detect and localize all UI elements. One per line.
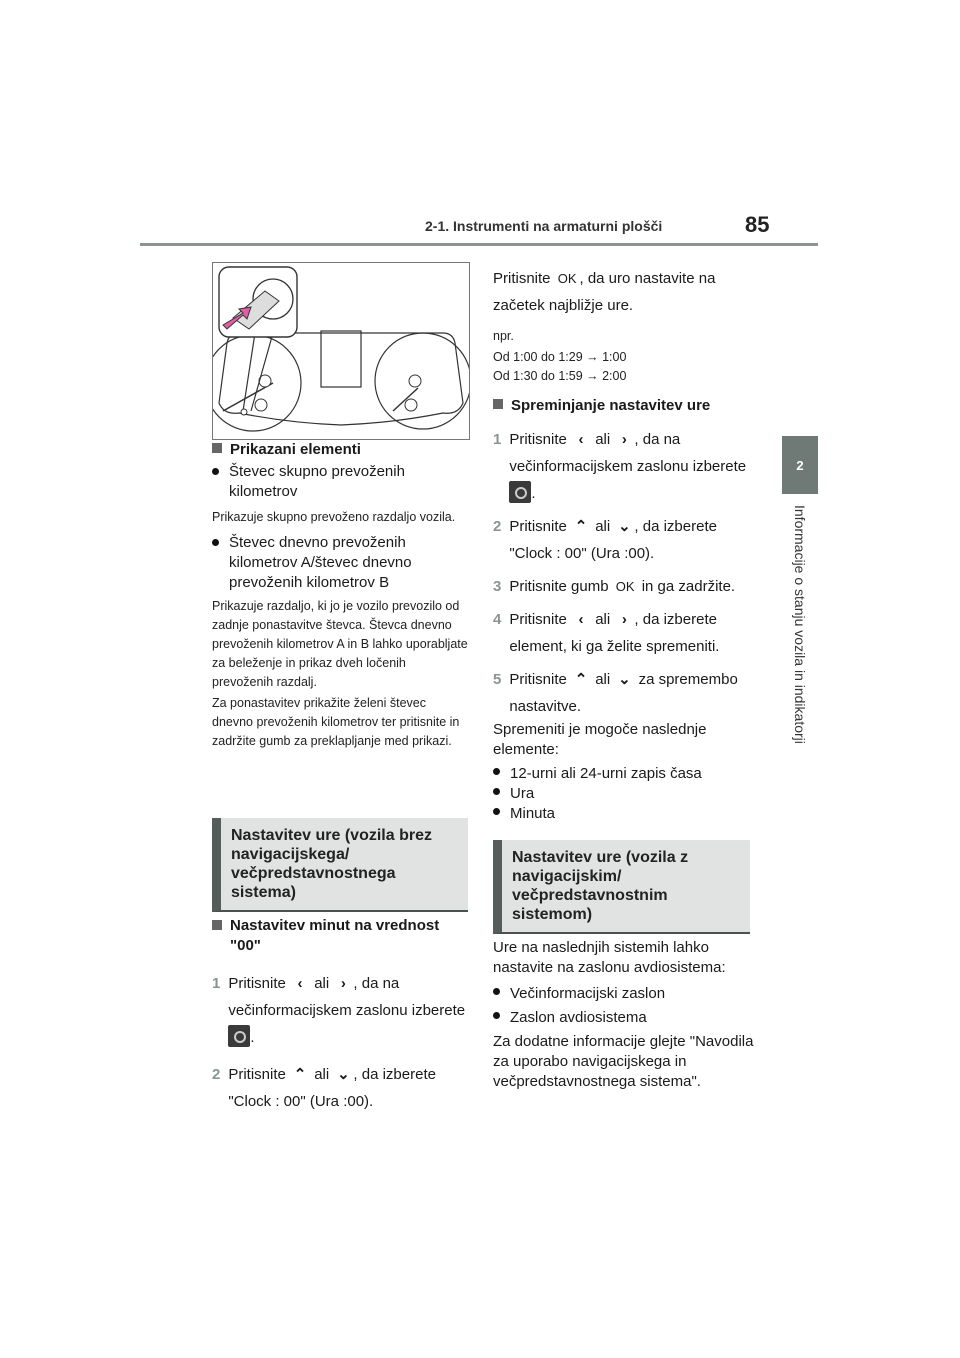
chevron-down-icon: ⌄ — [337, 1066, 350, 1083]
chevron-down-icon: ⌄ — [618, 671, 631, 688]
change-step-5: 5 Pritisnite ⌃ ali ⌄ za spremembo nastavitve. — [493, 666, 755, 720]
changeable-item: 12-urni ali 24-urni zapis časa — [493, 764, 755, 784]
trip-meter-reset-description: Za ponastavitev prikažite želeni števec dnevno prevoženih kilometrov ter pritisnite in zadržite gumb za preklapljanje med prikazi. — [212, 696, 460, 748]
chevron-right-icon: › — [340, 975, 346, 992]
page-number: 85 — [745, 212, 770, 237]
left-column — [212, 440, 470, 751]
change-step-4: 4 Pritisnite ‹ ali › , da izberete element, ki ga želite spremeniti. — [493, 606, 755, 660]
change-step-2: 2 Pritisnite ⌃ ali ⌄ , da izberete "Clock : 00" (Ura :00). — [493, 513, 755, 567]
ok-paragraph: Pritisnite OK , da uro nastavite na začetek najbližje ure. — [493, 265, 755, 319]
right-column — [493, 265, 755, 824]
square-bullet-icon — [212, 920, 222, 930]
header-rule — [140, 243, 818, 246]
settings-gear-icon — [509, 481, 531, 503]
bullet-icon — [493, 808, 500, 815]
bullet-icon — [493, 988, 500, 995]
instrument-cluster-illustration — [212, 262, 470, 440]
box-title: Nastavitev ure (vozila brez navigacijskega/ večpredstavnostnega sistema) — [231, 827, 432, 901]
changeable-item: Minuta — [493, 804, 755, 824]
changeable-elements-text: Spremeniti je mogoče naslednje elemente: — [493, 721, 707, 758]
clock-setting-no-nav-box — [212, 818, 468, 912]
chevron-right-icon: › — [621, 431, 627, 448]
odometer-item: Števec skupno prevoženih kilometrov — [212, 462, 470, 502]
minutes-heading: Nastavitev minut na vrednost "00" — [212, 916, 470, 956]
chevron-down-icon: ⌄ — [618, 518, 631, 535]
trip-meter-item: Števec dnevno prevoženih kilometrov A/števec dnevno prevoženih kilometrov B — [212, 533, 470, 593]
changeable-item: Ura — [493, 784, 755, 804]
change-settings-heading: Spreminjanje nastavitev ure — [493, 396, 755, 416]
chevron-right-icon: › — [621, 611, 627, 628]
minutes-section — [212, 916, 470, 1115]
chevron-left-icon: ‹ — [297, 975, 303, 992]
square-bullet-icon — [493, 399, 503, 409]
example-label: npr. — [493, 329, 514, 343]
chevron-up-icon: ⌃ — [574, 671, 588, 688]
box-title: Nastavitev ure (vozila z navigacijskim/ večpredstavnostnim sistemom) — [512, 849, 689, 923]
ok-button-icon: OK — [557, 271, 577, 286]
bullet-icon — [493, 768, 500, 775]
bullet-icon — [212, 539, 219, 546]
bullet-icon — [493, 788, 500, 795]
chevron-up-icon: ⌃ — [574, 518, 588, 535]
cluster-drawing — [213, 263, 469, 439]
bullet-icon — [493, 1012, 500, 1019]
odometer-description: Prikazuje skupno prevoženo razdaljo vozila. — [212, 510, 456, 524]
chapter-side-label — [780, 505, 820, 795]
nav-clock-section — [493, 938, 755, 1092]
clock-setting-nav-box — [493, 840, 750, 934]
example-2: Od 1:30 do 1:59 → 2:00 — [493, 369, 627, 383]
step-2: 2 Pritisnite ⌃ ali ⌄ , da izberete "Clock : 00" (Ura :00). — [212, 1061, 470, 1115]
chapter-tab: 2 — [782, 436, 818, 494]
example-1: Od 1:00 do 1:29 → 1:00 — [493, 350, 627, 364]
change-step-1: 1 Pritisnite ‹ ali › , da na večinformacijskem zaslonu izberete . — [493, 426, 755, 507]
section-title: 2-1. Instrumenti na armaturni plošči — [425, 218, 663, 234]
chevron-left-icon: ‹ — [578, 431, 584, 448]
reference-paragraph: Za dodatne informacije glejte "Navodila za uporabo navigacijskega in večpredstavnostnega sistema". — [493, 1033, 754, 1090]
settings-gear-icon — [228, 1025, 250, 1047]
chevron-up-icon: ⌃ — [293, 1066, 307, 1083]
system-item: Večinformacijski zaslon — [493, 984, 755, 1004]
bullet-icon — [212, 468, 219, 475]
change-step-3: 3 Pritisnite gumb OK in ga zadržite. — [493, 573, 755, 600]
step-1: 1 Pritisnite ‹ ali › , da na večinformacijskem zaslonu izberete . — [212, 970, 470, 1051]
chevron-left-icon: ‹ — [578, 611, 584, 628]
displayed-items-heading: Prikazani elementi — [212, 440, 470, 460]
square-bullet-icon — [212, 443, 222, 453]
chapter-side-text: Informacije o stanju vozila in indikatorji — [792, 505, 808, 744]
system-item: Zaslon avdiosistema — [493, 1008, 755, 1028]
trip-meter-description: Prikazuje razdaljo, ki jo je vozilo prevozilo od zadnje ponastavitve števca. Števca dnevno prevoženih kilometrov A in B lahko uporabljate za beleženje in prikaz dveh ločenih prevoženih razdalj. — [212, 599, 468, 689]
ok-button-icon: OK — [615, 579, 635, 594]
nav-clock-paragraph: Ure na naslednjih sistemih lahko nastavite na zaslonu avdiosistema: — [493, 939, 726, 976]
